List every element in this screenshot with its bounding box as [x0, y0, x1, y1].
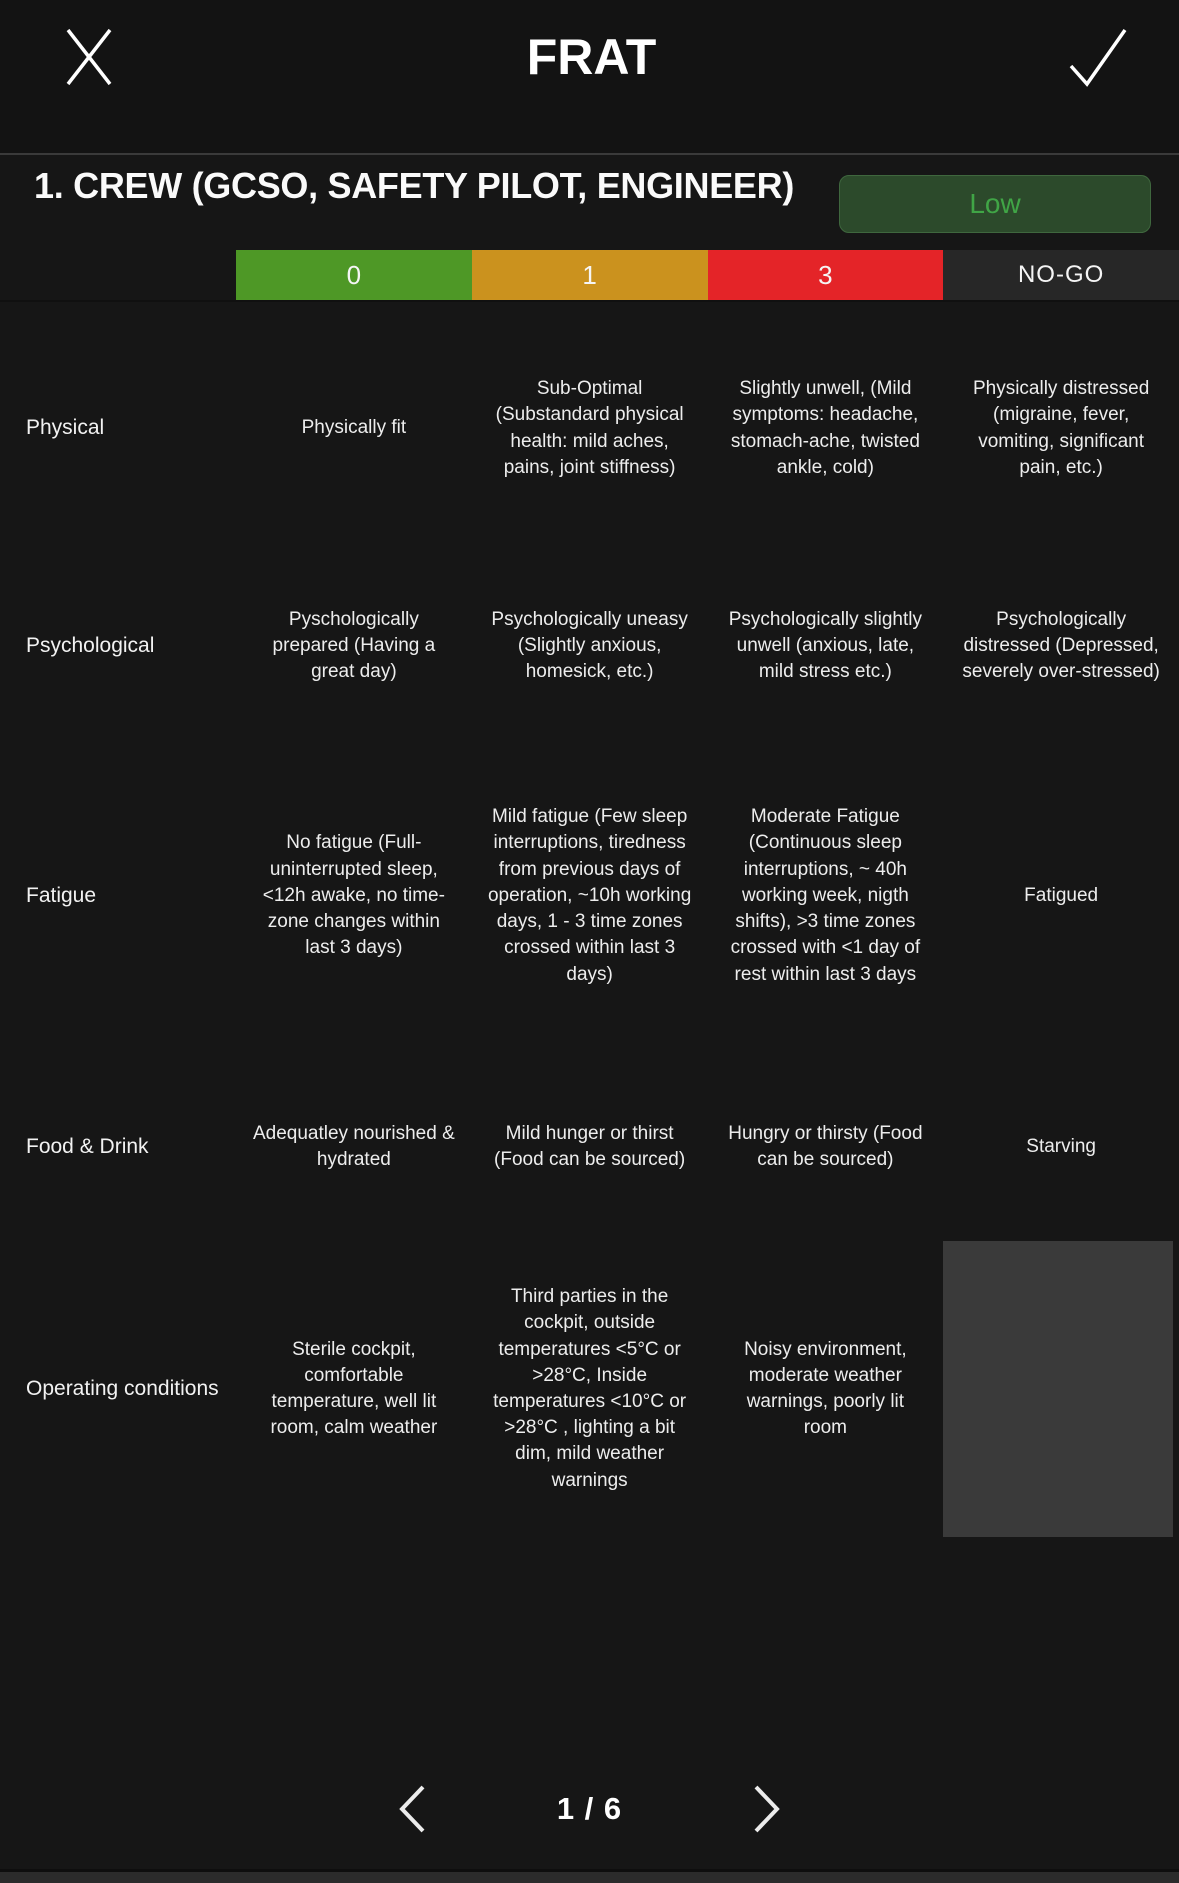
- row-label: Physical: [26, 416, 105, 440]
- pagination: [0, 1749, 1179, 1869]
- risk-cell[interactable]: Fatigued: [1024, 884, 1099, 906]
- risk-cell[interactable]: Moderate Fatigue (Continuous sleep interruptions, ~ 40h working week, nigth shifts), >3 time zones crossed with <1 day of rest within last 3 days: [730, 806, 921, 985]
- risk-cell[interactable]: Physically distressed (migraine, fever, vomiting, significant pain, etc.): [972, 378, 1150, 478]
- table-row: [0, 737, 1179, 1055]
- row-label: Operating conditions: [26, 1376, 219, 1400]
- top-bar: [0, 0, 1179, 155]
- chevron-right-icon: [752, 1784, 782, 1834]
- risk-cell[interactable]: Pyschologically prepared (Having a great day): [272, 608, 436, 683]
- risk-cell[interactable]: Mild fatigue (Few sleep interruptions, tiredness from previous days of operation, ~10h working days, 1 - 3 time zones crossed within last 3 days): [487, 806, 692, 985]
- table-row: [0, 555, 1179, 737]
- chevron-left-icon: [397, 1784, 427, 1834]
- risk-column-headers: [0, 250, 1179, 302]
- column-header-1: 1: [472, 250, 708, 300]
- risk-cell[interactable]: No fatigue (Full-uninterrupted sleep, <12h awake, no time-zone changes within last 3 days): [262, 832, 445, 959]
- close-button[interactable]: [60, 26, 118, 88]
- risk-cell[interactable]: Psychologically slightly unwell (anxious, late, mild stress etc.): [728, 608, 922, 683]
- risk-cell[interactable]: Third parties in the cockpit, outside temperatures <5°C or >28°C, Inside temperatures <10°C or >28°C , lighting a bit dim, mild weather warnings: [493, 1286, 687, 1491]
- check-icon: [1065, 26, 1131, 88]
- risk-cell[interactable]: Psychologically uneasy (Slightly anxious, homesick, etc.): [491, 608, 688, 683]
- risk-cell[interactable]: Noisy environment, moderate weather warnings, poorly lit room: [744, 1338, 907, 1439]
- nogo-empty-cell[interactable]: [943, 1241, 1173, 1537]
- confirm-button[interactable]: [1065, 26, 1131, 88]
- table-row: [0, 1055, 1179, 1239]
- column-header-nogo: NO-GO: [943, 250, 1179, 300]
- risk-cell[interactable]: Physically fit: [301, 417, 407, 439]
- risk-cell[interactable]: Starving: [1026, 1135, 1096, 1157]
- previous-page-button[interactable]: [397, 1784, 427, 1834]
- next-page-button[interactable]: [752, 1784, 782, 1834]
- bottom-bar: [0, 1869, 1179, 1883]
- page-title: FRAT: [526, 29, 657, 85]
- risk-cell[interactable]: Slightly unwell, (Mild symptoms: headache, stomach-ache, twisted ankle, cold): [730, 378, 920, 478]
- table-row: [0, 302, 1179, 555]
- risk-cell[interactable]: Adequatley nourished & hydrated: [252, 1122, 455, 1170]
- risk-cell[interactable]: Mild hunger or thirst (Food can be sourced): [494, 1122, 686, 1170]
- content-spacer: [0, 1539, 1179, 1749]
- risk-cell[interactable]: Psychologically distressed (Depressed, severely over-stressed): [962, 608, 1160, 683]
- row-label: Psychological: [26, 633, 155, 657]
- risk-table-body: [0, 302, 1179, 1539]
- table-row: [0, 1239, 1179, 1539]
- column-header-3: 3: [708, 250, 944, 300]
- label-column-spacer: [0, 250, 236, 300]
- row-label: Food & Drink: [26, 1134, 149, 1158]
- risk-cell[interactable]: Sub-Optimal (Substandard physical health: mild aches, pains, joint stiffness): [495, 378, 684, 478]
- section-title: 1. CREW (GCSO, SAFETY PILOT, ENGINEER): [34, 165, 795, 206]
- close-icon: [60, 26, 118, 88]
- section-header: [0, 155, 1179, 250]
- column-header-0: 0: [236, 250, 472, 300]
- risk-cell[interactable]: Sterile cockpit, comfortable temperature, well lit room, calm weather: [270, 1338, 438, 1439]
- page-indicator: 1 / 6: [556, 1791, 623, 1826]
- risk-cell[interactable]: Hungry or thirsty (Food can be sourced): [728, 1122, 923, 1170]
- row-label: Fatigue: [26, 883, 97, 907]
- risk-level-badge[interactable]: Low: [839, 175, 1151, 233]
